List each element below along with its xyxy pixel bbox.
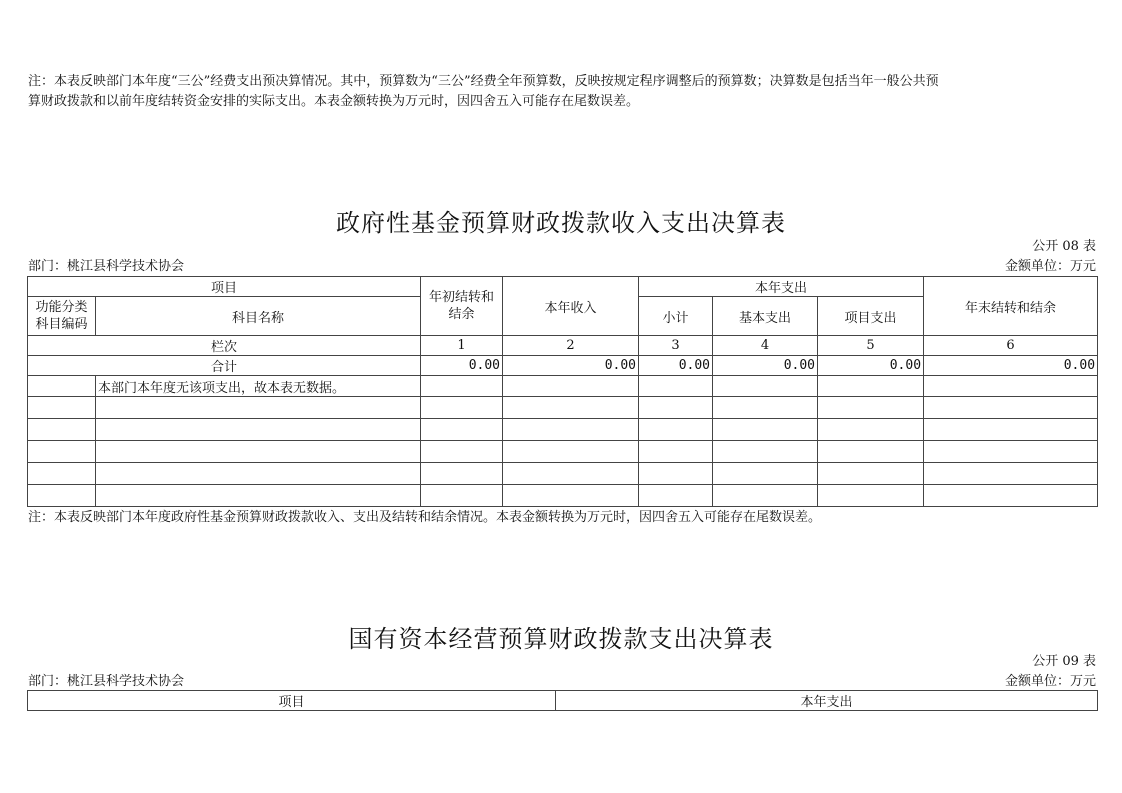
header-func-code: [28, 297, 96, 336]
empty-note: 本部门本年度无该项支出，故本表无数据。: [96, 376, 421, 397]
total-value: 0.00: [421, 356, 503, 376]
row-index-col: 5: [818, 336, 924, 356]
header-func-code-line-1: 功能分类: [35, 300, 88, 315]
header-opening-line-1: 年初结转和: [429, 290, 495, 305]
total-value: 0.00: [713, 356, 818, 376]
row-index-col: 6: [924, 336, 1098, 356]
top-note-line-1: 注：本表反映部门本年度“三公”经费支出预决算情况。其中，预算数为“三公”经费全年预算数，反映按规定程序调整后的预算数；决算数是包括当年一般公共预: [28, 74, 939, 89]
row-total-label: 合计: [28, 356, 421, 376]
header-income: 本年收入: [503, 277, 639, 336]
row-index-col: 3: [639, 336, 713, 356]
table-row: [28, 485, 1098, 507]
row-index-col: 1: [421, 336, 503, 356]
header-closing: 年末结转和结余: [924, 277, 1098, 336]
table09-dept: 部门：桃江县科学技术协会: [28, 674, 185, 689]
row-index: [28, 336, 1098, 356]
header-opening-line-2: 结余: [448, 307, 475, 322]
table08-code: 公开 08 表: [1032, 239, 1096, 254]
header-expense: 本年支出: [639, 277, 924, 297]
header-basic: 基本支出: [713, 297, 818, 336]
table09-title: 国有资本经营预算财政拨款支出决算表: [348, 625, 774, 653]
table09-unit: 金额单位：万元: [1004, 674, 1096, 689]
row-index-col: 4: [713, 336, 818, 356]
table08-footnote: 注：本表反映部门本年度政府性基金预算财政拨款收入、支出及结转和结余情况。本表金额转换为万元时，因四舍五入可能存在尾数误差。: [28, 510, 822, 525]
total-value: 0.00: [639, 356, 713, 376]
total-value: 0.00: [503, 356, 639, 376]
header-item: 项目: [28, 277, 421, 297]
top-note-line-2: 算财政拨款和以前年度结转资金安排的实际支出。本表金额转换为万元时，因四舍五入可能存在尾数误差。: [28, 94, 640, 109]
table-row: [28, 463, 1098, 485]
row-total: [28, 356, 1098, 376]
row-index-col: 2: [503, 336, 639, 356]
table09-header-item: 项目: [28, 691, 556, 711]
header-project: 项目支出: [818, 297, 924, 336]
row-index-label: 栏次: [28, 336, 421, 356]
table08: [27, 276, 1098, 507]
table08-dept: 部门：桃江县科学技术协会: [28, 259, 185, 274]
table-row: [28, 397, 1098, 419]
table09: [27, 690, 1098, 711]
table-row: [28, 419, 1098, 441]
top-note: [28, 72, 1098, 112]
total-value: 0.00: [924, 356, 1098, 376]
table09-header-expense: 本年支出: [556, 691, 1098, 711]
header-subject-name: 科目名称: [96, 297, 421, 336]
total-value: 0.00: [818, 356, 924, 376]
table08-title: 政府性基金预算财政拨款收入支出决算表: [336, 209, 786, 237]
table09-code: 公开 09 表: [1032, 654, 1096, 669]
header-subtotal: 小计: [639, 297, 713, 336]
table08-unit: 金额单位：万元: [1004, 259, 1096, 274]
table-row: [28, 376, 1098, 397]
header-func-code-line-2: 科目编码: [35, 317, 88, 332]
header-opening: [421, 277, 503, 336]
table-row: [28, 441, 1098, 463]
